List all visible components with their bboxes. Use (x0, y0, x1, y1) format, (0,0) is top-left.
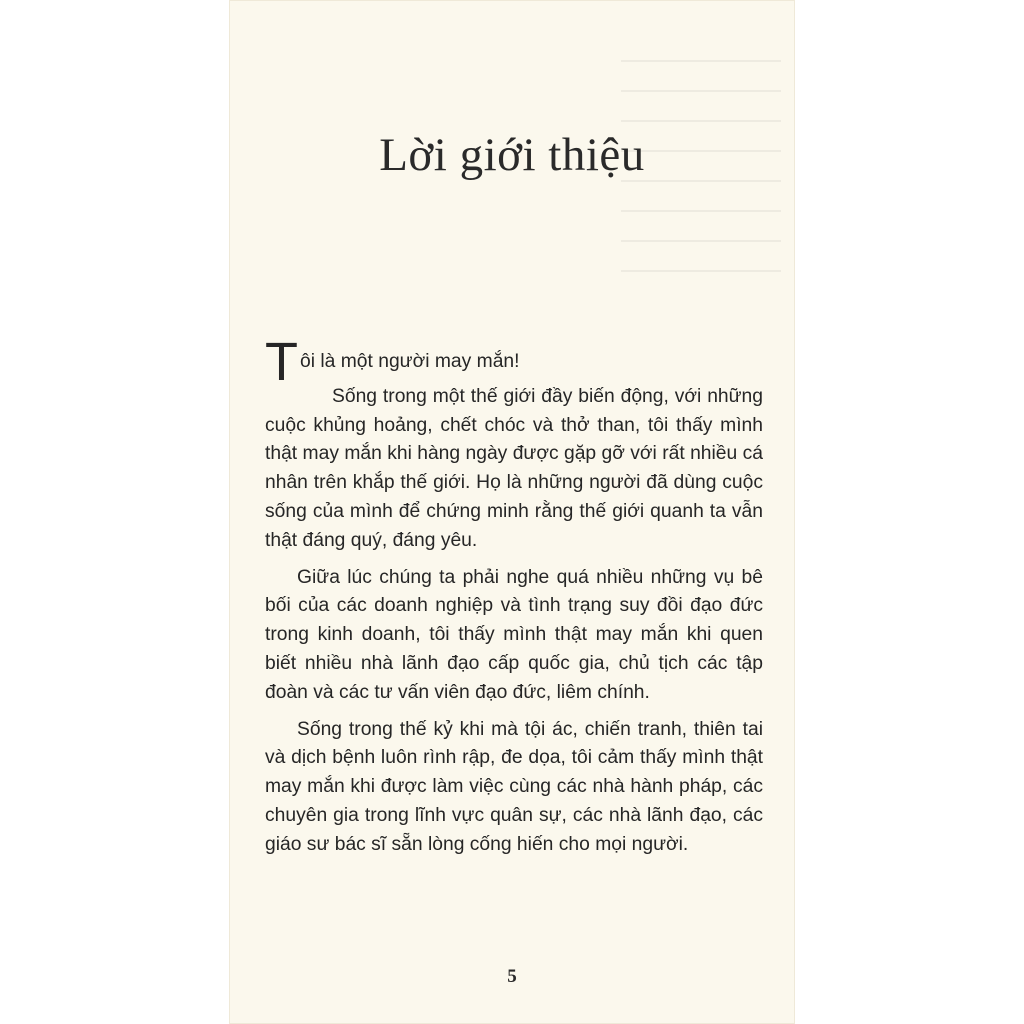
opening-sentence: ôi là một người may mắn! (300, 351, 520, 372)
paragraph: Giữa lúc chúng ta phải nghe quá nhiều những vụ bê bối của các doanh nghiệp và tình trạng suy đồi đạo đức trong kinh doanh, tôi thấy mình thật may mắn khi quen biết nhiều nhà lãnh đạo cấp quốc gia, chủ tịch các tập đoàn và các tư vấn viên đạo đức, liêm chính. (265, 566, 763, 703)
opening-paragraph (265, 332, 763, 392)
body-text (265, 332, 763, 868)
book-page (229, 0, 795, 1024)
drop-cap: T (265, 332, 298, 392)
page-number: 5 (507, 966, 517, 987)
chapter-title: Lời giới thiệu (379, 129, 645, 181)
paragraph: Sống trong một thế giới đầy biến động, với những cuộc khủng hoảng, chết chóc và thở than, tôi thấy mình thật may mắn khi hàng ngày được gặp gỡ với rất nhiều cá nhân trên khắp thế giới. Họ là những người đã dùng cuộc sống của mình để chứng minh rằng thế giới quanh ta vẫn thật đáng quý, đáng yêu. (265, 385, 763, 551)
paragraph: Sống trong thế kỷ khi mà tội ác, chiến tranh, thiên tai và dịch bệnh luôn rình rập, đe dọa, tôi cảm thấy mình thật may mắn khi được làm việc cùng các nhà hành pháp, các chuyên gia trong lĩnh vực quân sự, các nhà lãnh đạo, các giáo sư bác sĩ sẵn lòng cống hiến cho mọi người. (265, 718, 763, 855)
